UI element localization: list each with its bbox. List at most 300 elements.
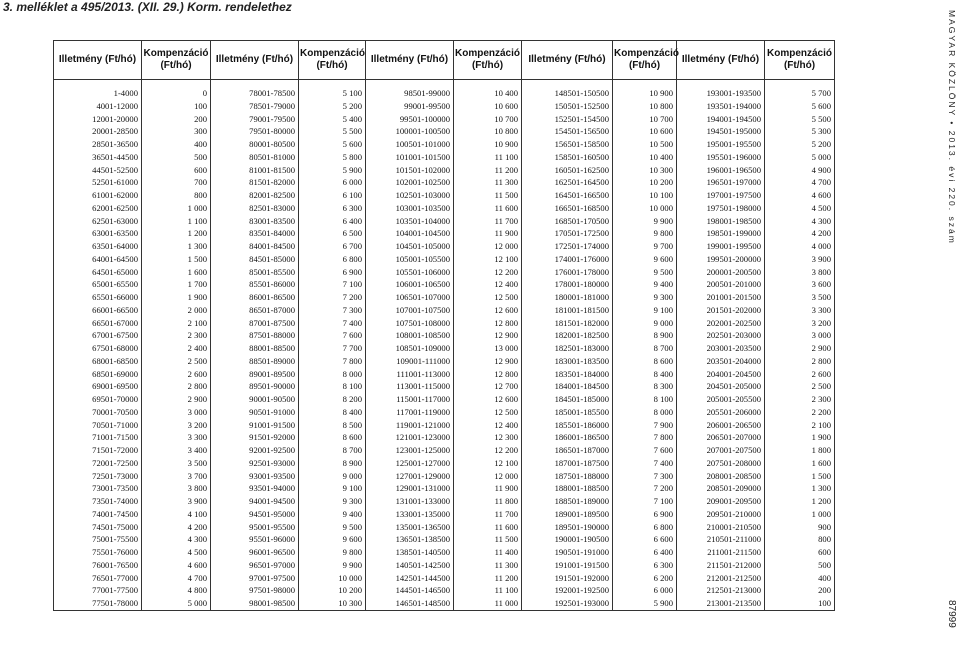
compensation-cell: 10 400 [613,151,677,164]
compensation-cell: 5 300 [765,125,835,138]
table-row [54,189,835,202]
compensation-cell: 2 300 [142,329,211,342]
salary-range-cell: 62001-62500 [54,202,142,215]
compensation-cell: 11 700 [454,215,522,228]
compensation-cell: 10 700 [454,113,522,126]
table-row [54,125,835,138]
compensation-cell: 3 300 [142,431,211,444]
compensation-cell: 11 800 [454,495,522,508]
compensation-cell: 3 000 [765,329,835,342]
compensation-cell: 3 900 [765,253,835,266]
salary-range-cell: 185501-186000 [522,419,613,432]
salary-range-cell: 93501-94000 [211,482,299,495]
compensation-cell: 9 600 [613,253,677,266]
table-row [54,495,835,508]
compensation-cell: 12 600 [454,304,522,317]
salary-range-cell: 123001-125000 [366,444,454,457]
salary-range-cell: 178001-180000 [522,278,613,291]
salary-range-cell: 106001-106500 [366,278,454,291]
salary-range-cell: 92501-93000 [211,457,299,470]
compensation-cell: 8 700 [613,342,677,355]
spacer-cell [677,80,765,88]
salary-range-cell: 90501-91000 [211,406,299,419]
compensation-cell: 3 200 [765,317,835,330]
salary-range-cell: 79501-80000 [211,125,299,138]
spacer-cell [142,80,211,88]
compensation-cell: 800 [765,533,835,546]
salary-range-cell: 101501-102000 [366,164,454,177]
compensation-cell: 10 200 [613,176,677,189]
salary-range-cell: 91001-91500 [211,419,299,432]
compensation-cell: 500 [765,559,835,572]
compensation-cell: 10 000 [299,572,366,585]
compensation-cell: 8 600 [613,355,677,368]
compensation-cell: 12 000 [454,240,522,253]
compensation-cell: 7 200 [299,291,366,304]
salary-range-cell: 195501-196000 [677,151,765,164]
compensation-cell: 5 400 [299,113,366,126]
salary-range-cell: 201001-201500 [677,291,765,304]
salary-range-cell: 94001-94500 [211,495,299,508]
salary-range-cell: 183001-183500 [522,355,613,368]
salary-range-cell: 206001-206500 [677,419,765,432]
table-row [54,266,835,279]
compensation-cell: 2 400 [142,342,211,355]
salary-range-cell: 144501-146500 [366,584,454,597]
compensation-cell: 8 300 [613,380,677,393]
salary-range-cell: 210001-210500 [677,521,765,534]
compensation-cell: 6 800 [613,521,677,534]
salary-range-cell: 71501-72000 [54,444,142,457]
compensation-cell: 12 700 [454,380,522,393]
compensation-cell: 7 900 [613,419,677,432]
spacer-cell [299,80,366,88]
compensation-cell: 4 200 [142,521,211,534]
compensation-cell: 9 400 [613,278,677,291]
salary-range-cell: 207501-208000 [677,457,765,470]
compensation-cell: 9 800 [299,546,366,559]
salary-range-cell: 99501-100000 [366,113,454,126]
compensation-cell: 11 100 [454,151,522,164]
compensation-cell: 0 [142,87,211,100]
salary-range-cell: 69501-70000 [54,393,142,406]
compensation-cell: 4 600 [765,189,835,202]
compensation-cell: 7 100 [299,278,366,291]
salary-range-cell: 66001-66500 [54,304,142,317]
salary-range-cell: 129001-131000 [366,482,454,495]
compensation-table [53,40,835,611]
salary-range-cell: 181501-182000 [522,317,613,330]
compensation-cell: 6 900 [613,508,677,521]
salary-range-cell: 104001-104500 [366,227,454,240]
table-spacer-row [54,80,835,88]
salary-range-cell: 113001-115000 [366,380,454,393]
compensation-cell: 9 000 [299,470,366,483]
salary-range-cell: 172501-174000 [522,240,613,253]
compensation-cell: 600 [142,164,211,177]
compensation-cell: 100 [142,100,211,113]
salary-range-cell: 176001-178000 [522,266,613,279]
salary-range-cell: 192501-193000 [522,597,613,610]
salary-range-cell: 64501-65000 [54,266,142,279]
salary-range-cell: 195001-195500 [677,138,765,151]
salary-range-cell: 194501-195000 [677,125,765,138]
salary-range-cell: 94501-95000 [211,508,299,521]
compensation-cell: 4 800 [142,584,211,597]
table-row [54,368,835,381]
compensation-cell: 10 200 [299,584,366,597]
compensation-cell: 4 000 [765,240,835,253]
document-title: 3. melléklet a 495/2013. (XII. 29.) Korm. rendelethez [3,0,292,14]
table-row [54,546,835,559]
salary-range-cell: 72501-73000 [54,470,142,483]
salary-range-cell: 77501-78000 [54,597,142,610]
table-row [54,253,835,266]
compensation-cell: 12 100 [454,457,522,470]
column-header: Kompenzáció (Ft/hó) [613,41,677,80]
salary-range-cell: 87501-88000 [211,329,299,342]
salary-range-cell: 69001-69500 [54,380,142,393]
salary-range-cell: 75501-76000 [54,546,142,559]
compensation-cell: 10 100 [613,189,677,202]
compensation-cell: 7 600 [613,444,677,457]
compensation-cell: 400 [142,138,211,151]
compensation-cell: 9 300 [299,495,366,508]
salary-range-cell: 87001-87500 [211,317,299,330]
salary-range-cell: 184501-185000 [522,393,613,406]
compensation-cell: 800 [142,189,211,202]
compensation-cell: 8 700 [299,444,366,457]
table-row [54,419,835,432]
compensation-cell: 5 200 [765,138,835,151]
compensation-cell: 1 500 [765,470,835,483]
salary-range-cell: 203001-203500 [677,342,765,355]
compensation-cell: 10 900 [454,138,522,151]
salary-range-cell: 191501-192000 [522,572,613,585]
compensation-cell: 12 600 [454,393,522,406]
compensation-cell: 400 [765,572,835,585]
salary-range-cell: 100501-101000 [366,138,454,151]
salary-range-cell: 190501-191000 [522,546,613,559]
salary-range-cell: 63001-63500 [54,227,142,240]
compensation-cell: 4 300 [142,533,211,546]
salary-range-cell: 105001-105500 [366,253,454,266]
compensation-cell: 2 800 [765,355,835,368]
compensation-cell: 1 600 [142,266,211,279]
compensation-cell: 4 900 [765,164,835,177]
compensation-cell: 7 100 [613,495,677,508]
compensation-cell: 1 200 [142,227,211,240]
compensation-cell: 200 [142,113,211,126]
salary-range-cell: 168501-170500 [522,215,613,228]
salary-range-cell: 97501-98000 [211,584,299,597]
compensation-cell: 4 500 [142,546,211,559]
salary-range-cell: 84001-84500 [211,240,299,253]
compensation-cell: 11 100 [454,584,522,597]
compensation-cell: 7 300 [613,470,677,483]
compensation-cell: 7 600 [299,329,366,342]
salary-range-cell: 199501-200000 [677,253,765,266]
salary-range-cell: 85501-86000 [211,278,299,291]
salary-range-cell: 186501-187000 [522,444,613,457]
compensation-cell: 12 800 [454,368,522,381]
salary-range-cell: 80501-81000 [211,151,299,164]
compensation-cell: 11 300 [454,559,522,572]
column-header: Kompenzáció (Ft/hó) [299,41,366,80]
column-header: Kompenzáció (Ft/hó) [454,41,522,80]
compensation-cell: 5 500 [765,113,835,126]
table-row [54,317,835,330]
compensation-cell: 6 100 [299,189,366,202]
compensation-cell: 10 700 [613,113,677,126]
table-row [54,355,835,368]
compensation-cell: 4 300 [765,215,835,228]
table-row [54,138,835,151]
salary-range-cell: 67001-67500 [54,329,142,342]
salary-range-cell: 197001-197500 [677,189,765,202]
compensation-cell: 3 000 [142,406,211,419]
salary-range-cell: 154501-156500 [522,125,613,138]
compensation-cell: 7 400 [613,457,677,470]
salary-range-cell: 102501-103000 [366,189,454,202]
salary-range-cell: 188001-188500 [522,482,613,495]
table-row [54,151,835,164]
salary-range-cell: 131001-133000 [366,495,454,508]
salary-range-cell: 183501-184000 [522,368,613,381]
salary-range-cell: 1-4000 [54,87,142,100]
salary-range-cell: 206501-207000 [677,431,765,444]
table-row [54,533,835,546]
compensation-cell: 2 800 [142,380,211,393]
salary-range-cell: 164501-166500 [522,189,613,202]
salary-range-cell: 89001-89500 [211,368,299,381]
salary-range-cell: 209501-210000 [677,508,765,521]
compensation-cell: 2 500 [765,380,835,393]
salary-range-cell: 189501-190000 [522,521,613,534]
salary-range-cell: 212501-213000 [677,584,765,597]
table-header-row [54,41,835,80]
compensation-cell: 11 200 [454,164,522,177]
salary-range-cell: 202001-202500 [677,317,765,330]
compensation-cell: 1 800 [765,444,835,457]
salary-range-cell: 92001-92500 [211,444,299,457]
compensation-cell: 11 700 [454,508,522,521]
table-row [54,227,835,240]
compensation-cell: 9 500 [613,266,677,279]
compensation-cell: 12 900 [454,329,522,342]
salary-range-cell: 121001-123000 [366,431,454,444]
salary-range-cell: 77001-77500 [54,584,142,597]
compensation-cell: 3 500 [142,457,211,470]
salary-range-cell: 108501-109000 [366,342,454,355]
compensation-cell: 8 100 [613,393,677,406]
compensation-cell: 9 700 [613,240,677,253]
table-row [54,100,835,113]
compensation-cell: 11 400 [454,546,522,559]
salary-range-cell: 136501-138500 [366,533,454,546]
compensation-cell: 500 [142,151,211,164]
compensation-cell: 12 400 [454,419,522,432]
compensation-cell: 10 400 [454,87,522,100]
salary-range-cell: 66501-67000 [54,317,142,330]
compensation-cell: 10 600 [454,100,522,113]
salary-range-cell: 98501-99000 [366,87,454,100]
salary-range-cell: 207001-207500 [677,444,765,457]
salary-range-cell: 76501-77000 [54,572,142,585]
spacer-cell [211,80,299,88]
compensation-cell: 4 500 [765,202,835,215]
salary-range-cell: 84501-85000 [211,253,299,266]
salary-range-cell: 135001-136500 [366,521,454,534]
salary-range-cell: 174001-176000 [522,253,613,266]
compensation-cell: 2 900 [765,342,835,355]
salary-range-cell: 78001-78500 [211,87,299,100]
salary-range-cell: 36501-44500 [54,151,142,164]
salary-range-cell: 182501-183000 [522,342,613,355]
compensation-cell: 8 200 [299,393,366,406]
salary-range-cell: 107501-108000 [366,317,454,330]
salary-range-cell: 125001-127000 [366,457,454,470]
salary-range-cell: 20001-28500 [54,125,142,138]
compensation-cell: 7 700 [299,342,366,355]
salary-range-cell: 202501-203000 [677,329,765,342]
compensation-cell: 2 500 [142,355,211,368]
salary-range-cell: 97001-97500 [211,572,299,585]
salary-range-cell: 170501-172500 [522,227,613,240]
compensation-cell: 10 300 [613,164,677,177]
compensation-cell: 6 000 [299,176,366,189]
compensation-cell: 3 600 [765,278,835,291]
compensation-cell: 2 600 [765,368,835,381]
salary-range-cell: 187001-187500 [522,457,613,470]
compensation-cell: 5 000 [765,151,835,164]
salary-range-cell: 96001-96500 [211,546,299,559]
salary-range-cell: 209001-209500 [677,495,765,508]
compensation-cell: 1 300 [765,482,835,495]
salary-range-cell: 210501-211000 [677,533,765,546]
compensation-cell: 5 500 [299,125,366,138]
page-number-text: 87999 [946,600,957,628]
table-row [54,291,835,304]
compensation-cell: 1 500 [142,253,211,266]
compensation-cell: 11 200 [454,572,522,585]
compensation-cell: 8 500 [299,419,366,432]
salary-range-cell: 185001-185500 [522,406,613,419]
compensation-cell: 200 [765,584,835,597]
compensation-cell: 9 100 [613,304,677,317]
compensation-cell: 12 000 [454,470,522,483]
salary-range-cell: 205001-205500 [677,393,765,406]
compensation-cell: 1 200 [765,495,835,508]
salary-range-cell: 181001-181500 [522,304,613,317]
compensation-cell: 11 500 [454,533,522,546]
salary-range-cell: 138501-140500 [366,546,454,559]
compensation-cell: 9 900 [613,215,677,228]
salary-range-cell: 82501-83000 [211,202,299,215]
salary-range-cell: 89501-90000 [211,380,299,393]
table-row [54,597,835,610]
column-header: Illetmény (Ft/hó) [677,41,765,80]
salary-range-cell: 105501-106000 [366,266,454,279]
salary-range-cell: 182001-182500 [522,329,613,342]
compensation-cell: 9 400 [299,508,366,521]
salary-range-cell: 81501-82000 [211,176,299,189]
salary-range-cell: 197501-198000 [677,202,765,215]
salary-range-cell: 212001-212500 [677,572,765,585]
compensation-cell: 12 300 [454,431,522,444]
column-header: Illetmény (Ft/hó) [211,41,299,80]
compensation-cell: 6 500 [299,227,366,240]
compensation-cell: 12 800 [454,317,522,330]
salary-range-cell: 158501-160500 [522,151,613,164]
salary-range-cell: 117001-119000 [366,406,454,419]
table-row [54,380,835,393]
salary-range-cell: 65501-66000 [54,291,142,304]
table-row [54,457,835,470]
salary-range-cell: 81001-81500 [211,164,299,177]
spacer-cell [765,80,835,88]
compensation-cell: 9 000 [613,317,677,330]
compensation-cell: 6 700 [299,240,366,253]
table-row [54,508,835,521]
compensation-cell: 5 000 [142,597,211,610]
salary-range-cell: 213001-213500 [677,597,765,610]
compensation-cell: 600 [765,546,835,559]
compensation-cell: 8 400 [299,406,366,419]
salary-range-cell: 86501-87000 [211,304,299,317]
salary-range-cell: 198001-198500 [677,215,765,228]
compensation-cell: 2 100 [765,419,835,432]
table-body [54,80,835,611]
compensation-cell: 11 600 [454,521,522,534]
salary-range-cell: 188501-189000 [522,495,613,508]
salary-range-cell: 196501-197000 [677,176,765,189]
compensation-cell: 1 600 [765,457,835,470]
salary-range-cell: 100001-100500 [366,125,454,138]
compensation-cell: 5 700 [765,87,835,100]
table-row [54,431,835,444]
compensation-cell: 7 800 [613,431,677,444]
salary-range-cell: 52501-61000 [54,176,142,189]
salary-range-cell: 96501-97000 [211,559,299,572]
salary-range-cell: 74001-74500 [54,508,142,521]
compensation-cell: 3 500 [765,291,835,304]
compensation-cell: 9 500 [299,521,366,534]
salary-range-cell: 160501-162500 [522,164,613,177]
compensation-cell: 3 700 [142,470,211,483]
salary-range-cell: 109001-111000 [366,355,454,368]
salary-range-cell: 152501-154500 [522,113,613,126]
compensation-cell: 4 700 [765,176,835,189]
compensation-cell: 3 200 [142,419,211,432]
compensation-cell: 12 500 [454,291,522,304]
compensation-cell: 5 100 [299,87,366,100]
table-row [54,559,835,572]
salary-range-cell: 98001-98500 [211,597,299,610]
salary-range-cell: 119001-121000 [366,419,454,432]
salary-range-cell: 93001-93500 [211,470,299,483]
salary-range-cell: 162501-164500 [522,176,613,189]
salary-range-cell: 189001-189500 [522,508,613,521]
salary-range-cell: 62501-63000 [54,215,142,228]
compensation-cell: 12 500 [454,406,522,419]
compensation-cell: 3 400 [142,444,211,457]
salary-range-cell: 61001-62000 [54,189,142,202]
salary-range-cell: 63501-64000 [54,240,142,253]
journal-side-header [944,10,958,245]
compensation-cell: 2 000 [142,304,211,317]
table-row [54,572,835,585]
